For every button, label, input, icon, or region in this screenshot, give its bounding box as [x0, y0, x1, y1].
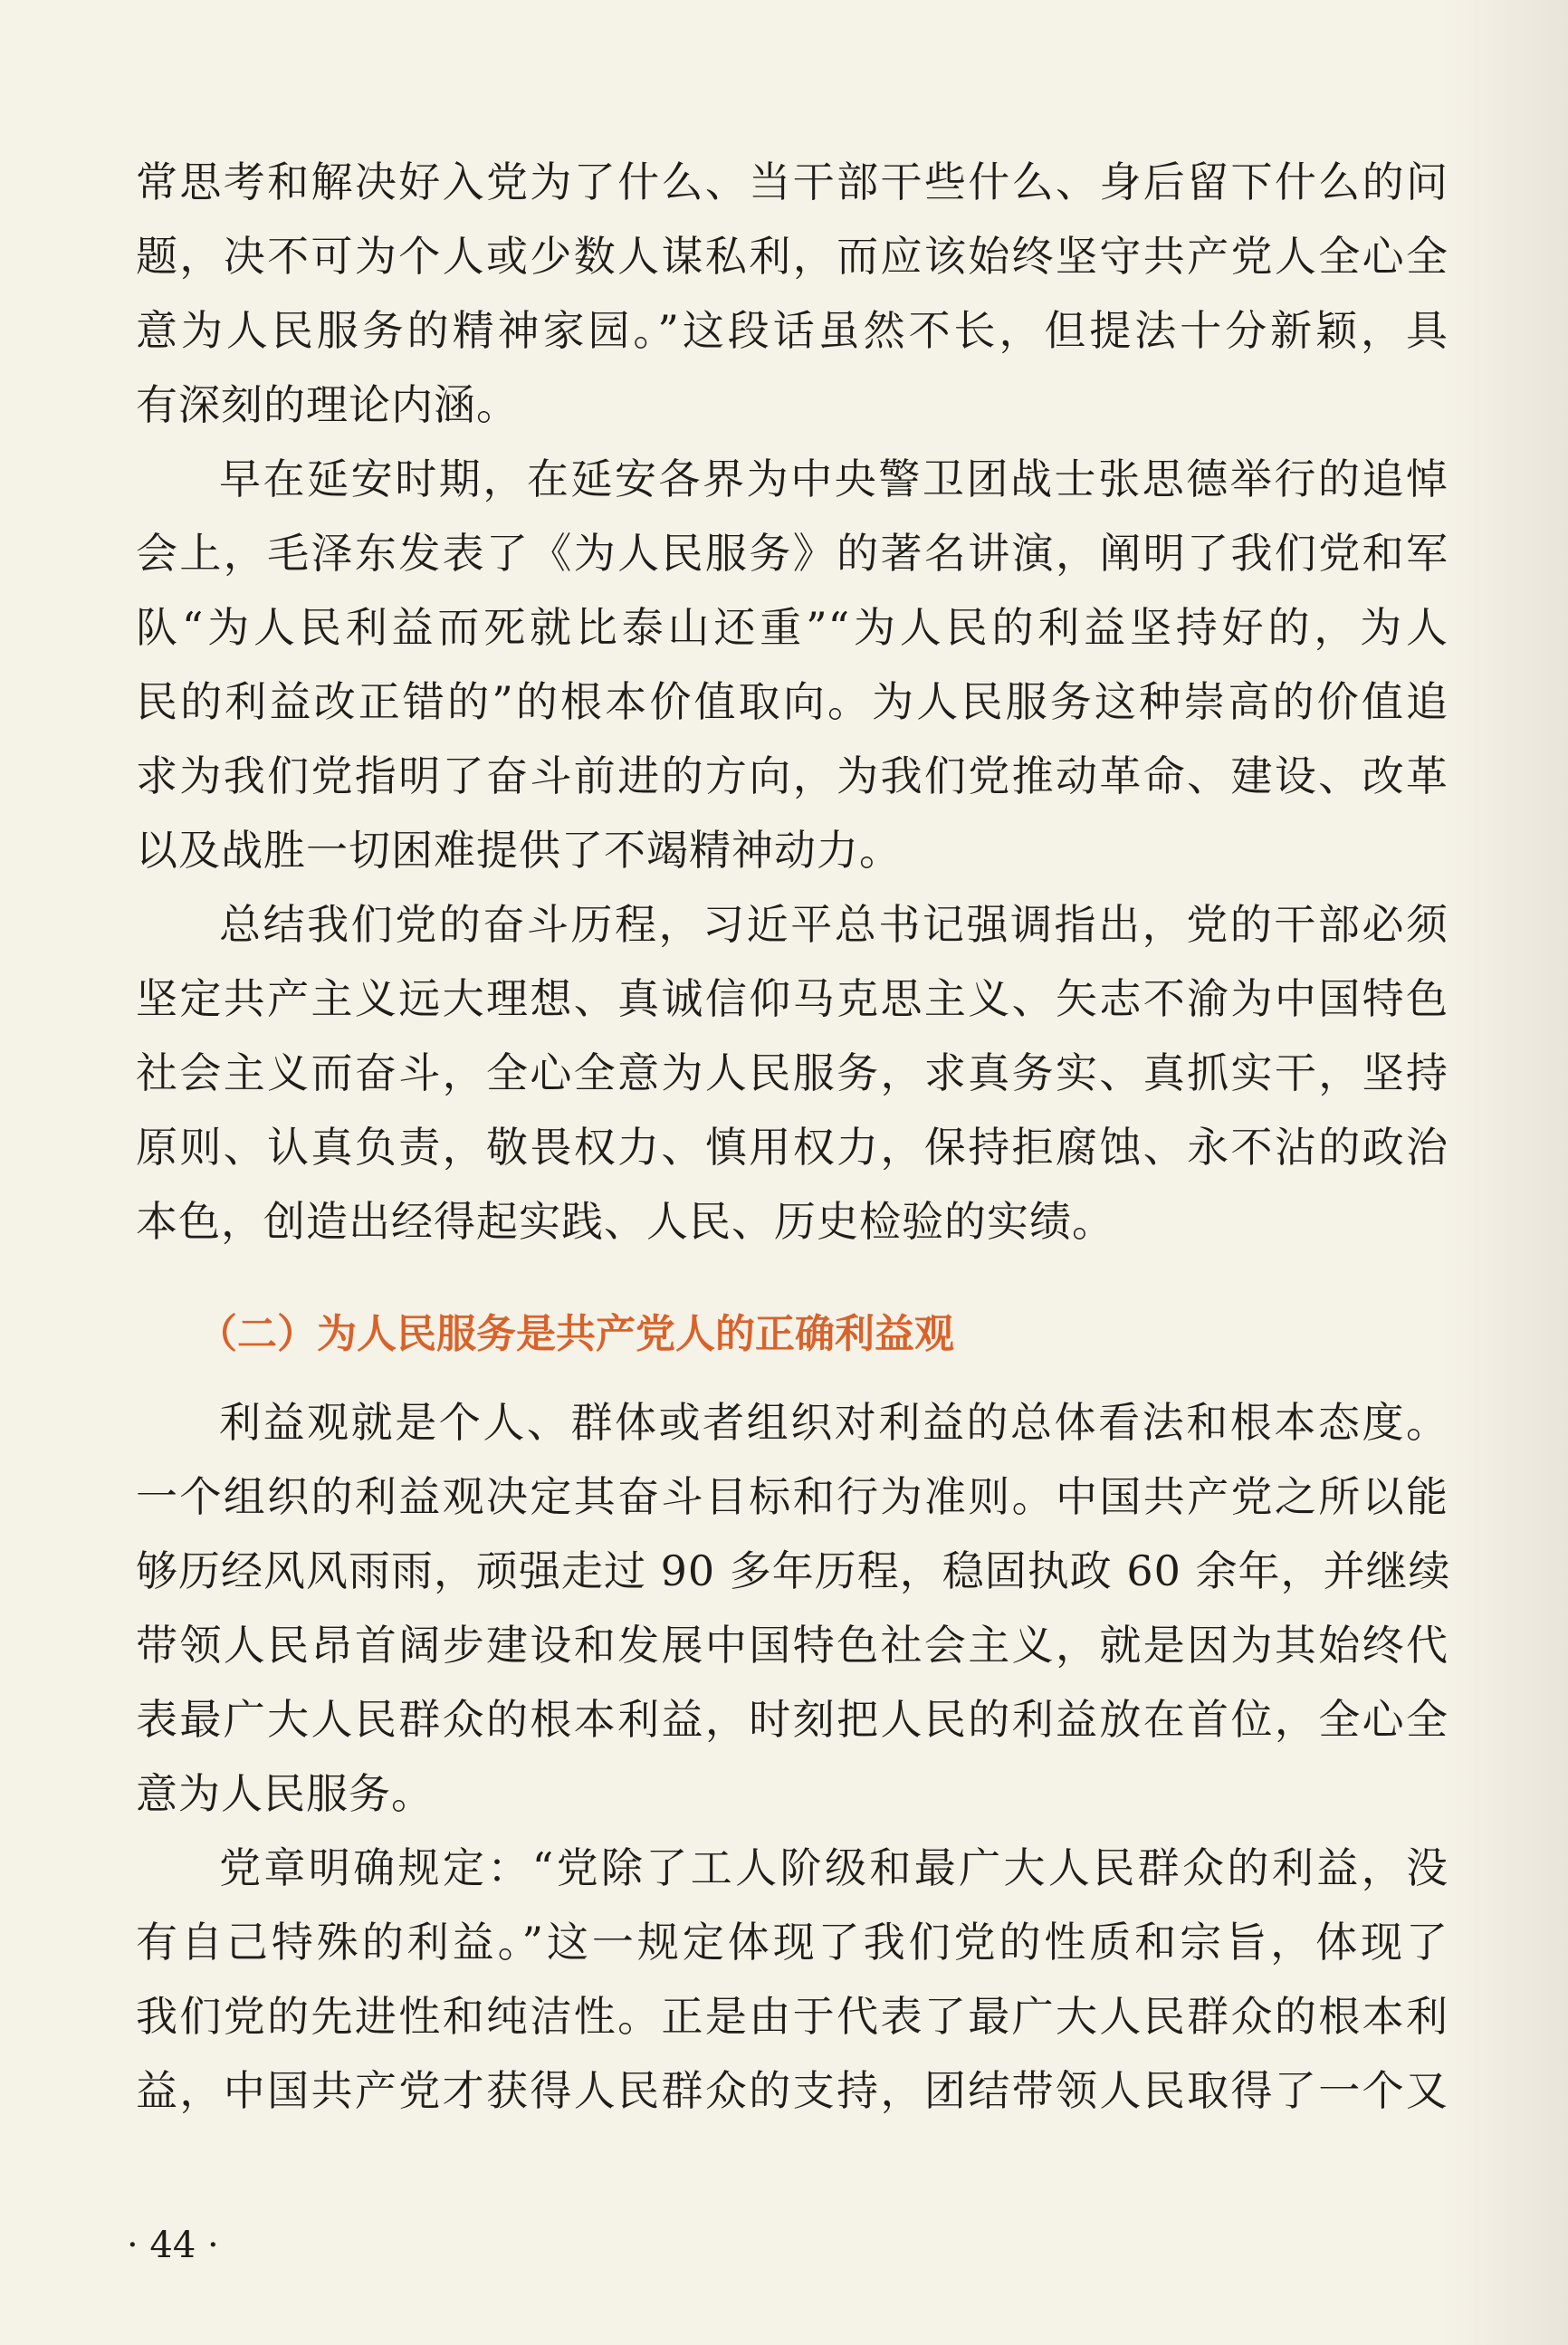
text-line: 求为我们党指明了奋斗前进的方向，为我们党推动革命、建设、改革 — [136, 751, 1448, 800]
paragraph-1 — [136, 145, 1448, 442]
text-line: 益，中国共产党才获得人民群众的支持，团结带领人民取得了一个又 — [136, 2066, 1448, 2115]
paragraph-5 — [136, 1831, 1448, 2128]
text-line: 利益观就是个人、群体或者组织对利益的总体看法和根本态度。 — [219, 1398, 1448, 1447]
text-line: 我们党的先进性和纯洁性。正是由于代表了最广大人民群众的根本利 — [136, 1992, 1448, 2041]
text-line: 一个组织的利益观决定其奋斗目标和行为准则。中国共产党之所以能 — [136, 1472, 1448, 1521]
text-line: 以及战胜一切困难提供了不竭精神动力。 — [136, 826, 902, 875]
text-line: 题，决不可为个人或少数人谋私利，而应该始终坚守共产党人全心全 — [136, 232, 1448, 281]
text-line: 有自己特殊的利益。”这一规定体现了我们党的性质和宗旨，体现了 — [136, 1918, 1448, 1967]
text-line: 社会主义而奋斗，全心全意为人民服务，求真务实、真抓实干，坚持 — [136, 1048, 1448, 1097]
section-heading: （二）为人民服务是共产党人的正确利益观 — [197, 1311, 954, 1357]
text-line: 坚定共产主义远大理想、真诚信仰马克思主义、矢志不渝为中国特色 — [136, 974, 1448, 1023]
page-number: · 44 · — [127, 2225, 219, 2266]
text-line: 够历经风风雨雨，顽强走过 90 多年历程，稳固执政 60 余年，并继续 — [136, 1546, 1451, 1595]
text-line: 总结我们党的奋斗历程，习近平总书记强调指出，党的干部必须 — [219, 900, 1448, 949]
text-line: 常思考和解决好入党为了什么、当干部干些什么、身后留下什么的问 — [136, 158, 1448, 206]
text-line: 意为人民服务的精神家园。”这段话虽然不长，但提法十分新颖，具 — [136, 306, 1448, 355]
text-line: 早在延安时期，在延安各界为中央警卫团战士张思德举行的追悼 — [219, 455, 1448, 503]
text-line: 表最广大人民群众的根本利益，时刻把人民的利益放在首位，全心全 — [136, 1695, 1448, 1744]
text-line: 队“为人民利益而死就比泰山还重”“为人民的利益坚持好的，为人 — [136, 603, 1448, 652]
paragraph-2 — [136, 442, 1448, 887]
text-line: 会上，毛泽东发表了《为人民服务》的著名讲演，阐明了我们党和军 — [136, 529, 1448, 578]
text-line: 党章明确规定：“党除了工人阶级和最广大人民群众的利益，没 — [219, 1843, 1448, 1892]
text-line: 意为人民服务。 — [136, 1769, 434, 1818]
text-line: 有深刻的理论内涵。 — [136, 380, 519, 429]
text-line: 原则、认真负责，敬畏权力、慎用权力，保持拒腐蚀、永不沾的政治 — [136, 1123, 1448, 1172]
paragraph-3 — [136, 887, 1448, 1259]
page-body — [136, 145, 1451, 2128]
text-line: 本色，创造出经得起实践、人民、历史检验的实绩。 — [136, 1197, 1114, 1246]
paragraph-4 — [136, 1385, 1451, 1831]
text-line: 民的利益改正错的”的根本价值取向。为人民服务这种崇高的价值追 — [136, 677, 1448, 726]
text-line: 带领人民昂首阔步建设和发展中国特色社会主义，就是因为其始终代 — [136, 1621, 1448, 1670]
